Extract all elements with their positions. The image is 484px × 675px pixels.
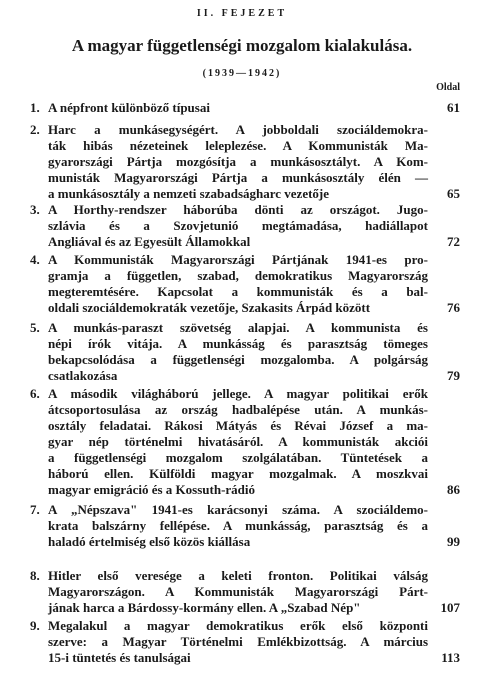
entry-line: gyar nép történelmi hivatásáról. A kommunisták akciói: [48, 434, 428, 449]
entry-number: 6.: [30, 386, 40, 401]
entry-page-number: 79: [447, 368, 460, 383]
entry-page-number: 76: [447, 300, 460, 315]
entry-text: [48, 386, 428, 498]
entry-text: [48, 252, 428, 316]
entry-line: haladó értelmiség első közös kiállása: [48, 534, 251, 549]
entry-line: A „Népszava" 1941-es karácsonyi száma. A szociáldemo-: [48, 502, 428, 517]
entry-line: osztály feladatai. Rákosi Mátyás és Révai József a ma-: [48, 418, 428, 433]
chapter-title: A magyar függetlenségi mozgalom kialakulása.: [71, 36, 413, 55]
entry-line: népi írók vitája. A munkásság és parasztság tömeges: [48, 336, 428, 351]
entry-line: ták hibás nézeteinek leleplezése. A Kommunisták Ma-: [48, 138, 428, 153]
entry-line: 15-i tüntetés és tanulságai: [48, 650, 191, 665]
entry-line: A népfront különböző típusai: [48, 100, 210, 115]
entry-page-number: 86: [447, 482, 460, 497]
entry-line: Magyarországon. A Kommunisták Magyarországi Párt-: [48, 584, 428, 599]
chapter-heading: II. FEJEZET: [196, 8, 288, 19]
entry-number: 1.: [30, 100, 40, 115]
entry-page-number: 113: [441, 650, 460, 665]
page-column-label: Oldal: [436, 82, 460, 93]
entry-page-number: 72: [447, 234, 460, 249]
entry-line: munisták Magyarországi Pártja a munkásosztály élén —: [48, 170, 428, 185]
entry-text: [48, 100, 428, 116]
entry-page-number: 107: [440, 600, 460, 615]
entry-page-number: 61: [447, 100, 460, 115]
entry-line: krata balszárny fellépése. A munkásság, parasztság és a: [48, 518, 428, 533]
entry-line: magyar emigráció és a Kossuth-rádió: [48, 482, 256, 497]
entry-text: [48, 122, 428, 202]
entry-number: 3.: [30, 202, 40, 217]
entry-text: [48, 618, 428, 666]
entry-line: Harc a munkásegységért. A jobboldali szociáldemokra-: [48, 122, 428, 137]
entry-line: háború ellen. Külföldi magyar mozgalmak. A moszkvai: [48, 466, 428, 481]
entry-line: bekapcsolódása a függetlenségi mozgalomba. A polgárság: [48, 352, 428, 367]
entry-number: 2.: [30, 122, 40, 137]
entry-line: a munkásosztály a nemzeti szabadságharc vezetője: [48, 186, 330, 201]
entry-line: szlávia és a Szovjetunió megtámadása, hadiállapot: [48, 218, 428, 233]
entry-line: A munkás-paraszt szövetség alapjai. A kommunista és: [48, 320, 428, 335]
entry-text: [48, 568, 428, 616]
entry-line: a függetlenségi mozgalom szolgálatában. Tüntetések a: [48, 450, 428, 465]
entry-number: 9.: [30, 618, 40, 633]
entry-line: gyarországi Pártja mozgósítja a munkásosztályt. A Kom-: [48, 154, 428, 169]
entry-line: A Kommunisták Magyarországi Pártjának 1941-es pro-: [48, 252, 428, 267]
entry-number: 4.: [30, 252, 40, 267]
entry-page-number: 65: [447, 186, 460, 201]
entry-number: 8.: [30, 568, 40, 583]
entry-line: csatlakozása: [48, 368, 118, 383]
entry-line: A második világháború jellege. A magyar politikai erők: [48, 386, 428, 401]
entry-line: Hitler első veresége a keleti fronton. Politikai válság: [48, 568, 428, 583]
entry-line: A Horthy-rendszer háborúba dönti az országot. Jugo-: [48, 202, 428, 217]
entry-line: oldali szociáldemokraták vezetője, Szakasits Árpád között: [48, 300, 371, 315]
entry-line: Angliával és az Egyesült Államokkal: [48, 234, 251, 249]
entry-text: [48, 202, 428, 250]
entry-number: 5.: [30, 320, 40, 335]
entry-line: megteremtésére. Kapcsolat a kommunisták és a bal-: [48, 284, 428, 299]
entry-line: Megalakul a magyar demokratikus erők első központi: [48, 618, 428, 633]
entry-number: 7.: [30, 502, 40, 517]
entry-line: szerve: a Magyar Történelmi Emlékbizottság. A március: [48, 634, 428, 649]
entry-line: jának harca a Bárdossy-kormány ellen. A „Szabad Nép": [48, 600, 361, 615]
chapter-years: (1939—1942): [202, 68, 282, 79]
entry-line: gramja a független, szabad, demokratikus Magyarország: [48, 268, 428, 283]
entry-page-number: 99: [447, 534, 460, 549]
entry-text: [48, 502, 428, 550]
entry-line: átcsoportosulása az ország hadbalépése után. A munkás-: [48, 402, 428, 417]
entry-text: [48, 320, 428, 384]
